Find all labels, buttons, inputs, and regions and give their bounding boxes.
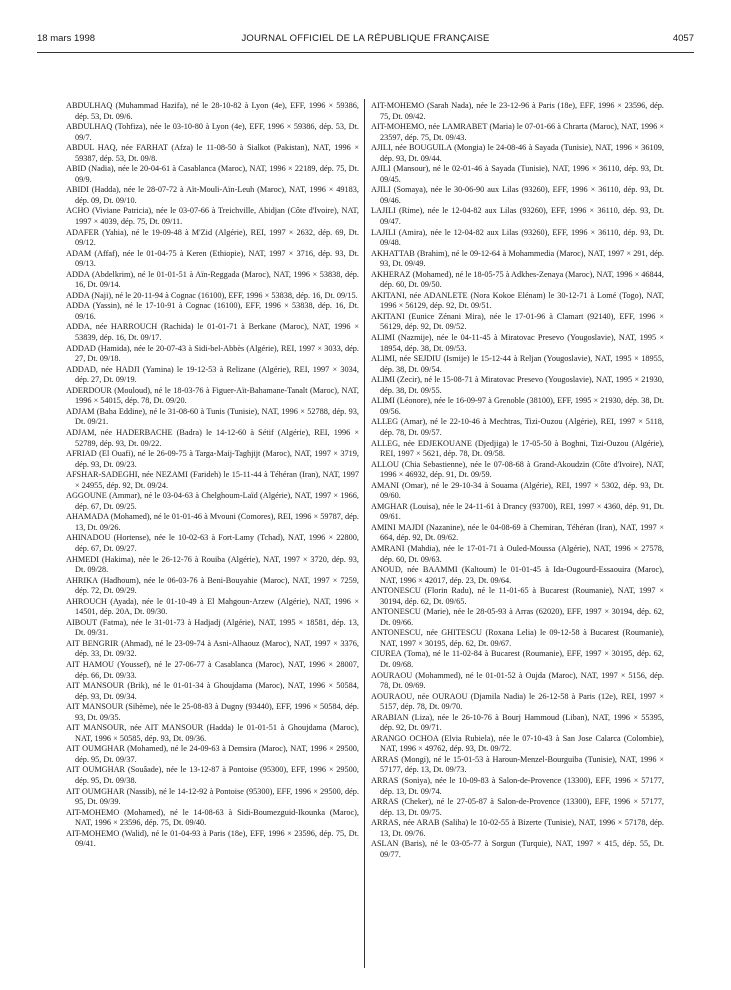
register-entry: ARABIAN (Liza), née le 26-10-76 à Bourj Hammoud (Liban), NAT, 1996 × 55395, dép. 92, Dt. 09/71. bbox=[371, 712, 664, 733]
register-entry: AIT-MOHEMO (Walid), né le 01-04-93 à Paris (18e), EFF, 1996 × 23596, dép. 75, Dt. 09/41. bbox=[66, 828, 359, 849]
register-entry: ABID (Nadia), née le 20-04-61 à Casablanca (Maroc), NAT, 1996 × 22189, dép. 75, Dt. 09/9. bbox=[66, 164, 359, 184]
header-journal-title: JOURNAL OFFICIEL DE LA RÉPUBLIQUE FRANÇAISE bbox=[241, 33, 490, 44]
register-entry: ADERDOUR (Mouloud), né le 18-03-76 à Figuer-Aït-Bahamane-Tanalt (Maroc), NAT, 1996 × 54015, dép. 78, Dt. 09/20. bbox=[66, 385, 359, 406]
register-entry: ADJAM (Baha Eddine), né le 31-08-60 à Tunis (Tunisie), NAT, 1996 × 52788, dép. 93, Dt. 09/21. bbox=[66, 406, 359, 427]
register-entry: AIT OUMGHAR (Souâade), née le 13-12-87 à Pontoise (95300), EFF, 1996 × 29500, dép. 95, Dt. 09/38. bbox=[66, 765, 359, 785]
register-entry: AIT OUMGHAR (Mohamed), né le 24-09-63 à Demsira (Maroc), NAT, 1996 × 29500, dép. 95, Dt. 09/37. bbox=[66, 744, 359, 764]
register-entry: AOURAOU, née OURAOU (Djamila Nadia) le 26-12-58 à Paris (12e), REI, 1997 × 5157, dép. 78, Dt. 09/70. bbox=[371, 691, 664, 712]
register-entry: AMINI MAJDI (Nazanine), née le 04-08-69 à Chemiran, Téhéran (Iran), NAT, 1997 × 664, dép. 92, Dt. 09/62. bbox=[371, 522, 664, 543]
register-entry: AIT HAMOU (Youssef), né le 27-06-77 à Casablanca (Maroc), NAT, 1996 × 28007, dép. 66, Dt. 09/33. bbox=[66, 659, 359, 680]
register-entry: AIT BENGRIR (Ahmad), né le 23-09-74 à Asni-Alhaouz (Maroc), NAT, 1997 × 3376, dép. 33, Dt. 09/32. bbox=[66, 638, 359, 659]
register-entry: AKITANI, née ADANLETE (Nora Kokoe Elénam) le 30-12-71 à Lomé (Togo), NAT, 1996 × 56129, dép. 92, Dt. 09/51. bbox=[371, 290, 664, 311]
column-divider bbox=[364, 99, 365, 968]
register-entry: AIT MANSOUR (Brik), né le 01-01-34 à Ghoujdama (Maroc), NAT, 1996 × 50584, dép. 93, Dt. 09/34. bbox=[66, 681, 359, 701]
register-entry: AMANI (Omar), né le 29-10-34 à Souama (Algérie), REI, 1997 × 5302, dép. 93, Dt. 09/60. bbox=[371, 480, 664, 501]
register-entry: ALLEG, née EDJEKOUANE (Djedjiga) le 17-05-50 à Boghni, Tizi-Ouzou (Algérie), REI, 1997 × 5621, dép. 78, Dt. 09/58. bbox=[371, 438, 664, 459]
register-entry: ABDULHAQ (Muhammad Hazifa), né le 28-10-82 à Lyon (4e), EFF, 1996 × 59386, dép. 53, Dt. 09/6. bbox=[66, 101, 359, 121]
register-entry: LAJILI (Amira), née le 12-04-82 aux Lilas (93260), EFF, 1996 × 36110, dép. 93, Dt. 09/48. bbox=[371, 227, 664, 248]
register-entry: AHROUCH (Ayada), née le 01-10-49 à El Mahgoun-Arzew (Algérie), NAT, 1996 × 14501, dép. 20A, Dt. 09/30. bbox=[66, 596, 359, 617]
register-entry: ABIDI (Hadda), née le 28-07-72 à Aït-Mouli-Aïn-Leuh (Maroc), NAT, 1996 × 49183, dép. 09, Dt. 09/10. bbox=[66, 185, 359, 205]
register-entry: AKHERAZ (Mohamed), né le 18-05-75 à Adkhes-Zenaya (Maroc), NAT, 1996 × 46844, dép. 60, Dt. 09/50. bbox=[371, 269, 664, 290]
register-entry: ADDA, née HARROUCH (Rachida) le 01-01-71 à Berkane (Maroc), NAT, 1996 × 53839, dép. 16, Dt. 09/17. bbox=[66, 322, 359, 343]
register-entry: ADDA (Yassin), né le 17-10-91 à Cognac (16100), EFF, 1996 × 53838, dép. 16, Dt. 09/16. bbox=[66, 301, 359, 321]
register-entry: ANTONESCU (Marie), née le 28-05-93 à Arras (62020), EFF, 1997 × 30194, dép. 62, Dt. 09/66. bbox=[371, 607, 664, 627]
register-entry: AIT OUMGHAR (Nassib), né le 14-12-92 à Pontoise (95300), EFF, 1996 × 29500, dép. 95, Dt. 09/39. bbox=[66, 786, 359, 807]
register-entry: ANTONESCU, née GHITESCU (Roxana Lelia) le 09-12-58 à Bucarest (Roumanie), NAT, 1997 × 30195, dép. 62, Dt. 09/67. bbox=[371, 628, 664, 648]
register-entry: ABDULHAQ (Tohfiza), née le 03-10-80 à Lyon (4e), EFF, 1996 × 59386, dép. 53, Dt. 09/7. bbox=[66, 122, 359, 142]
register-entry: ADDA (Abdelkrim), né le 01-01-51 à Aïn-Reggada (Maroc), NAT, 1996 × 53838, dép. 16, Dt. 09/14. bbox=[66, 269, 359, 290]
register-entry: ADDA (Naji), né le 20-11-94 à Cognac (16100), EFF, 1996 × 53838, dép. 16, Dt. 09/15. bbox=[66, 290, 358, 300]
register-entry: AFSHAR-SADEGHI, née NEZAMI (Farideh) le 15-11-44 à Téhéran (Iran), NAT, 1997 × 24955, dép. 92, Dt. 09/24. bbox=[66, 470, 359, 490]
register-entry: ALIMI (Léonore), née le 16-09-97 à Grenoble (38100), EFF, 1995 × 21930, dép. 38, Dt. 09/56. bbox=[371, 396, 664, 416]
header-rule bbox=[37, 52, 694, 53]
register-entry: ARRAS, née ARAB (Saliha) le 10-02-55 à Bizerte (Tunisie), NAT, 1996 × 57178, dép. 13, Dt. 09/76. bbox=[371, 818, 664, 838]
register-entry: ARRAS (Soniya), née le 10-09-83 à Salon-de-Provence (13300), EFF, 1996 × 57177, dép. 13, Dt. 09/74. bbox=[371, 776, 664, 796]
register-entry: ABDUL HAQ, née FARHAT (Afza) le 11-08-50 à Sialkot (Pakistan), NAT, 1996 × 59387, dép. 53, Dt. 09/8. bbox=[66, 143, 359, 163]
register-entry: ARANGO OCHOA (Elvia Rubiela), née le 07-10-43 à San Jose Calarca (Colombie), NAT, 1996 × 49762, dép. 93, Dt. 09/72. bbox=[371, 733, 664, 754]
register-entry: AIT-MOHEMO, née LAMRABET (Maria) le 07-01-66 à Chrarta (Maroc), NAT, 1996 × 23597, dép. 75, Dt. 09/43. bbox=[371, 122, 664, 142]
register-entry: AKHATTAB (Brahim), né le 09-12-64 à Mohammedia (Maroc), NAT, 1997 × 291, dép. 93, Dt. 09/49. bbox=[371, 248, 664, 269]
register-entry: AOURAOU (Mohammed), né le 01-01-52 à Oujda (Maroc), NAT, 1997 × 5156, dép. 78, Dt. 09/69. bbox=[371, 670, 664, 691]
register-entry: AHMEDI (Hakima), née le 26-12-76 à Rouiba (Algérie), NAT, 1997 × 3720, dép. 93, Dt. 09/28. bbox=[66, 554, 359, 575]
register-entry: ALLOU (Chia Sebastienne), née le 07-08-68 à Grand-Akoudzin (Côte d'Ivoire), NAT, 1996 × 46932, dép. 91, Dt. 09/59. bbox=[371, 459, 664, 480]
register-entry: ADDAD, née HADJI (Yamina) le 19-12-53 à Relizane (Algérie), REI, 1997 × 3034, dép. 27, Dt. 09/19. bbox=[66, 364, 359, 385]
left-column bbox=[66, 101, 359, 850]
register-entry: AHINADOU (Hortense), née le 10-02-63 à Fort-Lamy (Tchad), NAT, 1996 × 22800, dép. 67, Dt. 09/27. bbox=[66, 533, 359, 553]
register-entry: ACHO (Viviane Patricia), née le 03-07-66 à Treichville, Abidjan (Côte d'Ivoire), NAT, 1997 × 4039, dép. 75, Dt. 09/11. bbox=[66, 206, 359, 227]
register-entry: AMRANI (Mahdia), née le 17-01-71 à Ouled-Moussa (Algérie), NAT, 1996 × 27578, dép. 60, Dt. 09/63. bbox=[371, 543, 664, 564]
register-entry: AMGHAR (Louisa), née le 24-11-61 à Drancy (93700), REI, 1997 × 4360, dép. 91, Dt. 09/61. bbox=[371, 501, 664, 522]
register-entry: AJILI, née BOUGUILA (Mongia) le 24-08-46 à Sayada (Tunisie), NAT, 1996 × 36109, dép. 93, Dt. 09/44. bbox=[371, 143, 664, 163]
register-entry: ALIMI (Zecir), né le 15-08-71 à Miratovac Presevo (Yougoslavie), NAT, 1995 × 21930, dép. 38, Dt. 09/55. bbox=[371, 375, 664, 395]
register-entry: ADJAM, née HADERBACHE (Badra) le 14-12-60 à Sétif (Algérie), REI, 1996 × 52789, dép. 93, Dt. 09/22. bbox=[66, 427, 359, 448]
register-entry: AIT-MOHEMO (Sarah Nada), née le 23-12-96 à Paris (18e), EFF, 1996 × 23596, dép. 75, Dt. 09/42. bbox=[371, 101, 664, 121]
header-date: 18 mars 1998 bbox=[37, 33, 96, 44]
register-entry: AJILI (Mansour), né le 02-01-46 à Sayada (Tunisie), NAT, 1996 × 36110, dép. 93, Dt. 09/45. bbox=[371, 164, 664, 184]
register-entry: AIBOUT (Fatma), née le 31-01-73 à Hadjadj (Algérie), NAT, 1995 × 18581, dép. 13, Dt. 09/31. bbox=[66, 617, 359, 638]
register-entry: ANOUD, née BAAMMI (Kaltoum) le 01-01-45 à Ida-Ougourd-Essaouira (Maroc), NAT, 1996 × 42017, dép. 23, Dt. 09/64. bbox=[371, 565, 664, 585]
register-entry: AFRIAD (El Ouafi), né le 26-09-75 à Targa-Maij-Taghjijt (Maroc), NAT, 1997 × 3719, dép. 93, Dt. 09/23. bbox=[66, 449, 359, 469]
register-entry: AGGOUNE (Ammar), né le 03-04-63 à Chelghoum-Laïd (Algérie), NAT, 1997 × 1966, dép. 67, Dt. 09/25. bbox=[66, 491, 359, 511]
register-entry: ALIMI, née SEJDIU (Ismije) le 15-12-44 à Reljan (Yougoslavie), NAT, 1995 × 18955, dép. 38, Dt. 09/54. bbox=[371, 354, 664, 374]
register-entry: ADAFER (Yahia), né le 19-09-48 à M'Zid (Algérie), REI, 1997 × 2632, dép. 69, Dt. 09/12. bbox=[66, 227, 359, 248]
page-header bbox=[37, 33, 694, 47]
register-entry: AIT MANSOUR (Sihème), née le 25-08-83 à Dugny (93440), EFF, 1996 × 50584, dép. 93, Dt. 09/35. bbox=[66, 702, 359, 722]
register-entry: AHAMADA (Mohamed), né le 01-01-46 à Mvouni (Comores), REI, 1996 × 59787, dép. 13, Dt. 09/26. bbox=[66, 512, 359, 532]
register-entry: ALIMI (Nazmije), née le 04-11-45 à Miratovac Presevo (Yougoslavie), NAT, 1995 × 18954, dép. 38, Dt. 09/53. bbox=[371, 333, 664, 353]
register-entry: AIT MANSOUR, née AIT MANSOUR (Hadda) le 01-01-51 à Ghoujdama (Maroc), NAT, 1996 × 50585, dép. 93, Dt. 09/36. bbox=[66, 723, 359, 743]
header-page-number: 4057 bbox=[672, 33, 694, 44]
register-entry: ARRAS (Cheker), né le 27-05-87 à Salon-de-Provence (13300), EFF, 1996 × 57177, dép. 13, Dt. 09/75. bbox=[371, 797, 664, 817]
register-entry: LAJILI (Rime), née le 12-04-82 aux Lilas (93260), EFF, 1996 × 36110, dép. 93, Dt. 09/47. bbox=[371, 206, 664, 227]
register-entry: ALLEG (Amar), né le 22-10-46 à Mechtras, Tizi-Ouzou (Algérie), REI, 1997 × 5118, dép. 78, Dt. 09/57. bbox=[371, 417, 664, 437]
right-column bbox=[371, 101, 664, 860]
register-entry: ANTONESCU (Florin Radu), né le 11-01-65 à Bucarest (Roumanie), NAT, 1997 × 30194, dép. 62, Dt. 09/65. bbox=[371, 586, 664, 606]
register-entry: ADDAD (Hamida), née le 20-07-43 à Sidi-bel-Abbès (Algérie), REI, 1997 × 3033, dép. 27, Dt. 09/18. bbox=[66, 343, 359, 364]
register-entry: AJILI (Somaya), née le 30-06-90 aux Lilas (93260), EFF, 1996 × 36110, dép. 93, Dt. 09/46. bbox=[371, 185, 664, 205]
register-entry: ARRAS (Mongi), né le 15-01-53 à Haroun-Menzel-Bourguiba (Tunisie), NAT, 1996 × 57177, dép. 13, Dt. 09/73. bbox=[371, 754, 664, 775]
register-entry: ADAM (Affaf), née le 01-04-75 à Keren (Ethiopie), NAT, 1997 × 3716, dép. 93, Dt. 09/13. bbox=[66, 248, 359, 269]
register-entry: CIUREA (Toma), né le 11-02-84 à Bucarest (Roumanie), EFF, 1997 × 30195, dép. 62, Dt. 09/68. bbox=[371, 649, 664, 669]
register-entry: AKITANI (Eunice Zénani Mira), née le 17-01-96 à Clamart (92140), EFF, 1996 × 56129, dép. 92, Dt. 09/52. bbox=[371, 311, 664, 332]
register-entry: AIT-MOHEMO (Mohamed), né le 14-08-63 à Sidi-Boumezguid-Ikounka (Maroc), NAT, 1996 × 23596, dép. 75, Dt. 09/40. bbox=[66, 807, 359, 828]
register-entry: AHRIKA (Hadhoum), née le 06-03-76 à Beni-Bouyahie (Maroc), NAT, 1997 × 7259, dép. 72, Dt. 09/29. bbox=[66, 575, 359, 596]
register-entry: ASLAN (Baris), né le 03-05-77 à Sorgun (Turquie), NAT, 1997 × 415, dép. 55, Dt. 09/77. bbox=[371, 839, 664, 859]
